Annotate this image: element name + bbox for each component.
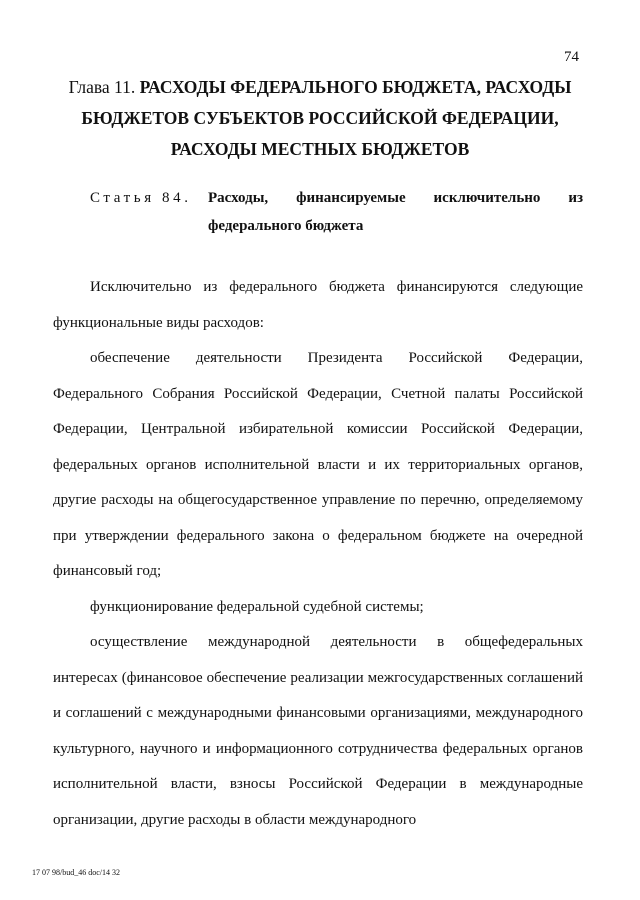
paragraph: обеспечение деятельности Президента Российской Федерации, Федерального Собрания Российской Федерации, Счетной палаты Российской Федерации, Центральной избирательной комиссии Российской Федерации, федеральных органов исполнительной власти и их территориальных органов, другие расходы на общегосударственное управление по перечню, определяемому при утверждении федерального закона о федеральном бюджете на очередной финансовый год; [53,350,583,579]
chapter-title: РАСХОДЫ ФЕДЕРАЛЬНОГО БЮДЖЕТА, РАСХОДЫ БЮДЖЕТОВ СУБЪЕКТОВ РОССИЙСКОЙ ФЕДЕРАЦИИ, РАСХОДЫ МЕСТНЫХ БЮДЖЕТОВ [81,77,572,159]
article-body [53,270,583,838]
page-number: 74 [564,49,579,65]
chapter-heading [50,72,590,165]
article-label: Статья 84. [90,190,192,206]
article-heading [90,184,583,240]
paragraph: Исключительно из федерального бюджета финансируются следующие функциональные виды расходов: [53,279,583,331]
chapter-prefix: Глава 11. [68,77,136,97]
footer-file-stamp: 17 07 98/bud_46 doc/14 32 [32,868,120,877]
paragraph: функционирование федеральной судебной системы; [90,598,424,615]
article-title: Расходы, финансируемые исключительно из федерального бюджета [208,190,583,234]
paragraph: осуществление международной деятельности в общефедеральных интересах (финансовое обеспечение реализации межгосударственных соглашений и соглашений с международными финансовыми организациями, международного культурного, научного и информационного сотрудничества федеральных органов исполнительной власти, взносы Российской Федерации в международные организации, другие расходы в области международного [53,634,583,828]
